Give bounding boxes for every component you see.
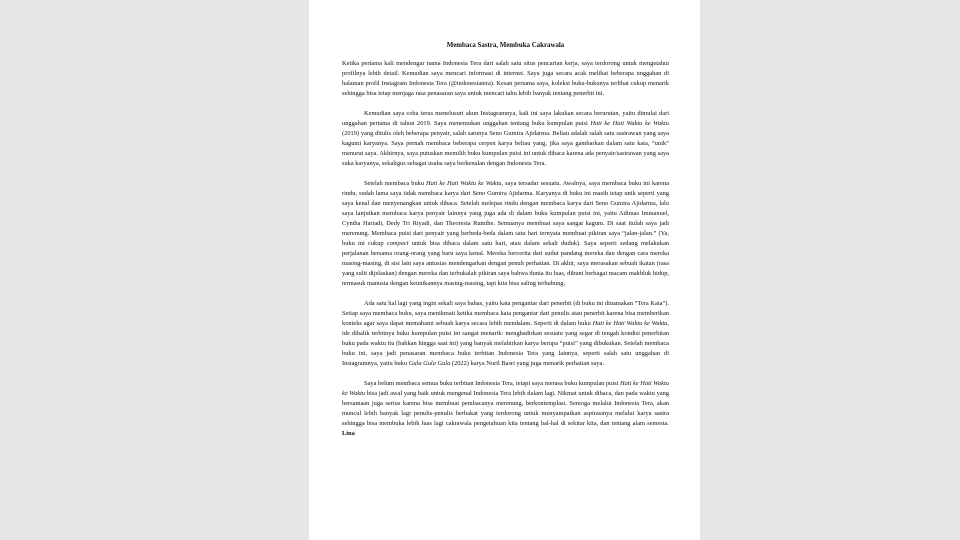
paragraph-3 [342,179,669,290]
book-title: Hati ke Hati Waktu ke Waktu [590,119,669,127]
paragraph-4 [342,299,669,369]
paragraph-text: , saya tersadar sesuatu. Awalnya, saya membaca buku ini karena rindu, sudah lama saya tidak membaca karya dari Seno Gumira Ajidarma. Karyanya di buku ini masih tetap unik seperti yang saya kenal dan menyenangkan untuk dibaca. Setelah melepas rindu dengan membaca karya dari Seno Gumira Ajidarma, lalu saya lanjutkan membaca karya penyair lainnya yang juga ada di dalam buku kumpulan puisi ini, yaitu Adimas Immanuel, Cyntha Hariadi, Dedy Tri Riyadi, dan Theoresia Rumthe. Semuanya membuat saya sangat kagum. Di saat itulah saya jadi merenung. Membaca puisi dari penyair yang berbeda-beda dalam satu hari ternyata membuat pikiran saya “jalan-jalan.” (Ya, buku ini cukup [342,179,669,247]
book-title: Hati ke Hati Waktu ke Waktu [342,379,669,397]
paragraph-text: Kemudian saya coba terus menelusuri akun Instagramnya, kali ini saya lakukan secara berurutan, yaitu dimulai dari unggahan pertama di tahun 2019. Saya menemukan unggahan tentang buku kumpulan puisi [342,109,669,127]
document-page [309,0,700,540]
paragraph-text: Ketika pertama kali mendengar nama Indonesia Tera dari salah satu situs pencarian kerja, saya terdorong untuk mengetahui profilnya lebih detail. Kemudian saya mencari informasi di internet. Saya juga secara acak melihat beberapa unggahan di halaman profil Instagram Indonesia Tera (@indonesiatera). Kesan pertama saya, koleksi buku-bukunya terlihat cukup menarik sehingga bisa tetap menjaga rasa penasaran saya untuk mencari tahu lebih banyak tentang penerbit ini. [342,60,669,98]
paragraph-text: Saya belum membaca semua buku terbitan Indonesia Tera, tetapi saya merasa buku kumpulan puisi [364,379,621,387]
paragraph-text: untuk bisa dibaca dalam satu hari, atau dalam sekali duduk). Saya seperti sedang melakukan perjalanan bersama orang-orang yang baru saya kenal. Mereka bercerita dari sudut pandang mereka dan dengan cara mereka masing-masing, di sisi lain saya antusias mendengarkan dengan penuh perhatian. Di akhir, saya merasakan sebuah ikatan (rasa yang sulit dijelaskan) dengan mereka dan terbukalah pikiran saya bahwa dunia itu luas, dihuni berbagai macam makhluk hidup, termasuk manusia dengan keunikannya masing-masing, tapi kita bisa saling terhubung. [342,239,669,288]
paragraph-1 [342,59,669,99]
emphasis: compact [386,239,409,247]
paragraph-text: (2022) karya Nuril Basri yang juga menarik perhatian saya. [450,360,604,368]
book-title: Hati ke Hati Waktu ke Waktu [592,319,668,327]
document-title: Membaca Sastra, Membuka Cakrawala [446,42,565,49]
paragraph-5 [342,379,669,439]
paragraph-text: Setelah membaca buku [364,179,427,187]
book-title: Gula Gula Gula [408,360,451,368]
paragraph-text: bisa jadi awal yang baik untuk mengenal Indonesia Tera lebih dalam lagi. Nikmat untuk dibaca, dan pada waktu yang bersamaan juga serius karena bisa membuat pembacanya merenung, berkontemplasi. Semoga melalui Indonesia Tera, akan muncul lebih banyak lagi penulis-penulis berbakat yang terdorong untuk menyampaikan aspirasinya melalui karya sastra sehingga bisa membuka lebih luas lagi cakrawala pengetahuan kita tentang hal-hal di sekitar kita, dan tentang alam semesta. [342,389,669,427]
paragraph-text: (2019) yang ditulis oleh beberapa penyair, salah satunya Seno Gumira Ajidarma. Beliau adalah salah satu sastrawan yang saya kagumi karyanya. Saya pernah membaca beberapa cerpen karya beliau yang, jika saya gambarkan dalam satu kata, “unik” menurut saya. Akhirnya, saya putuskan memilih buku kumpulan puisi ini untuk dibaca karena ada penyair/sastrawan yang saya suka karyanya, sekaligus sebagai usaha saya berkenalan dengan Indonesia Tera. [342,129,669,168]
paragraph-text: , ide dibalik terbitnya buku kumpulan puisi ini sangat menarik: menghadirkan sesuatu yang segar di tengah kondisi penerbitan buku pada waktu itu (bahkan hingga saat ini) yang banyak melahirkan karya berupa “puisi” yang dibukukan. Setelah membaca buku ini, saya jadi penasaran membaca buku terbitan Indonesia Tera yang lainnya, seperti salah satu unggahan di Instagramnya, yaitu buku [342,319,669,368]
author-signature: Lina [342,429,355,437]
page-content [342,41,669,449]
paragraph-2 [342,109,669,169]
paragraph-text: Ada satu hal lagi yang ingin sekali saya bahas, yaitu kata pengantar dari penerbit (di buku ini dinamakan “Tera Kata”). Setiap saya membaca buku, saya menikmati ketika membaca kata pengantar dari penulis atau penerbit karena bisa memberikan konteks agar saya dapat memahami sebuah karya secara lebih mendalam. Seperti di dalam buku [342,299,669,327]
book-title: Hati ke Hati Waktu ke Waktu [426,179,502,187]
